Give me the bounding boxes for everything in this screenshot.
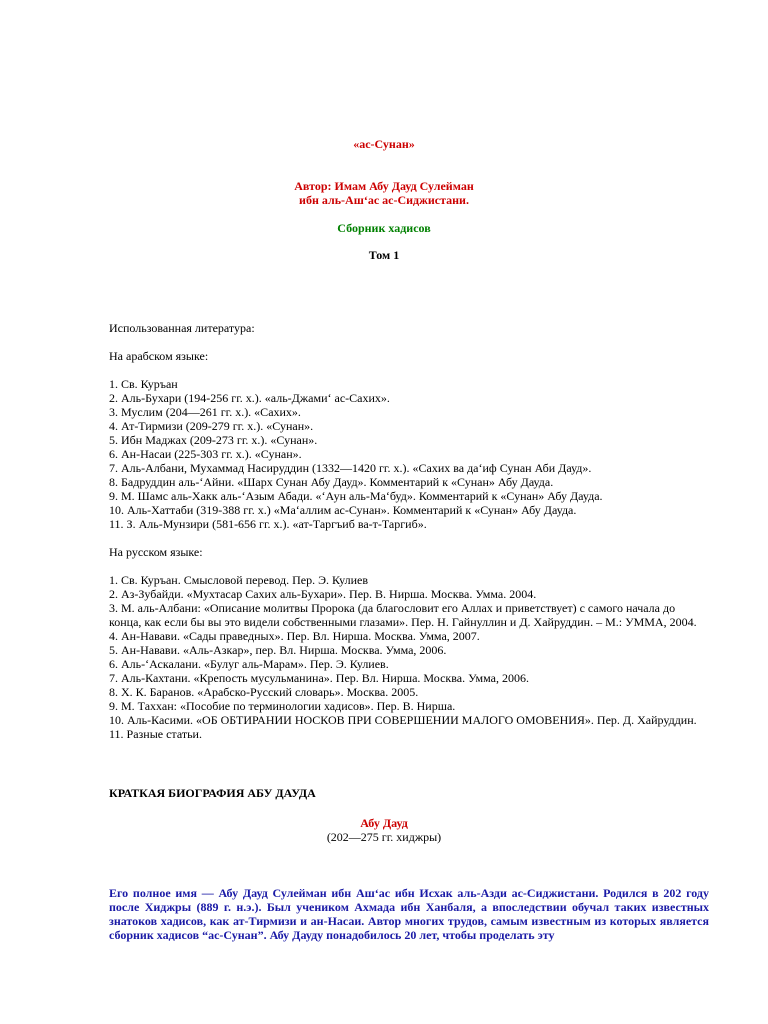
author-line-2: ибн аль-Аш‘ас ас-Сиджистани.	[299, 193, 469, 207]
book-title: «ас-Сунан»	[353, 137, 415, 151]
biography-heading: КРАТКАЯ БИОГРАФИЯ АБУ ДАУДА	[109, 786, 316, 800]
volume-label: Том 1	[368, 248, 400, 262]
list-item: 10. Аль-Касими. «ОБ ОБТИРАНИИ НОСКОВ ПРИ СОВЕРШЕНИИ МАЛОГО ОМОВЕНИЯ». Пер. Д. Хайруддин.	[109, 713, 697, 727]
list-item: 3. Муслим (204—261 гг. х.). «Сахих».	[109, 405, 301, 419]
list-item: 2. Аль-Бухари (194-256 гг. х.). «аль-Джами‘ ас-Сахих».	[109, 391, 390, 405]
biography-years: (202—275 гг. хиджры)	[326, 830, 442, 844]
list-item: 2. Аз-Зубайди. «Мухтасар Сахих аль-Бухари». Пер. В. Нирша. Москва. Умма. 2004.	[109, 587, 537, 601]
list-item: 4. Ат-Тирмизи (209-279 гг. х.). «Сунан».	[109, 419, 314, 433]
used-literature-heading: Использованная литература:	[109, 321, 255, 335]
list-item: 11. Разные статьи.	[109, 727, 202, 741]
list-item: 5. Ибн Маджах (209-273 гг. х.). «Сунан».	[109, 433, 318, 447]
arabic-literature-list	[109, 377, 709, 531]
list-item: 5. Ан-Навави. «Аль-Азкар», пер. Вл. Нирша. Москва. Умма, 2006.	[109, 643, 447, 657]
russian-literature-list	[109, 573, 709, 741]
list-item: 9. М. Таххан: «Пособие по терминологии хадисов». Пер. В. Нирша.	[109, 699, 456, 713]
list-item: 7. Аль-Кахтани. «Крепость мусульманина». Пер. Вл. Нирша. Москва. Умма, 2006.	[109, 671, 529, 685]
list-item: 4. Ан-Навави. «Сады праведных». Пер. Вл. Нирша. Москва. Умма, 2007.	[109, 629, 480, 643]
author-block	[0, 179, 768, 207]
list-item: 11. З. Аль-Мунзири (581-656 гг. х.). «ат-Таргъиб ва-т-Таргиб».	[109, 517, 427, 531]
list-item: 10. Аль-Хаттаби (319-388 гг. х.) «Ма‘аллим ас-Сунан». Комментарий к «Сунан» Абу Дауда.	[109, 503, 577, 517]
list-item: 7. Аль-Албани, Мухаммад Насируддин (1332—1420 гг. х.). «Сахих ва да‘иф Сунан Аби Дауд».	[109, 461, 592, 475]
biography-name: Абу Дауд	[360, 816, 408, 830]
list-item: 6. Аль-‘Аскалани. «Булуг аль-Марам». Пер. Э. Кулиев.	[109, 657, 389, 671]
list-item: 8. Х. К. Баранов. «Арабско-Русский словарь». Москва. 2005.	[109, 685, 419, 699]
book-subtitle: Сборник хадисов	[337, 221, 431, 235]
list-item: 1. Св. Куръан	[109, 377, 178, 391]
list-item: 1. Св. Куръан. Смысловой перевод. Пер. Э. Кулиев	[109, 573, 369, 587]
author-line-1: Автор: Имам Абу Дауд Сулейман	[294, 179, 474, 193]
arabic-literature-heading: На арабском языке:	[109, 349, 209, 363]
list-item: 6. Ан-Насаи (225-303 гг. х.). «Сунан».	[109, 447, 302, 461]
biography-paragraph: Его полное имя — Абу Дауд Сулейман ибн Аш‘ас ибн Исхак аль-Азди ас-Сиджистани. Родился в 202 году после Хиджры (889 г. н.э.). Был учеником Ахмада ибн Ханбаля, а впоследствии обучал таких известных знатоков хадисов, как ат-Тирмизи и ан-Насаи. Автор многих трудов, самым известным из которых является сборник хадисов “ас-Сунан”. Абу Дауду понадобилось 20 лет, чтобы проделать эту	[109, 886, 709, 942]
list-item: 9. М. Шамс аль-Хакк аль-‘Азым Абади. «‘Аун аль-Ма‘буд». Комментарий к «Сунан» Абу Дауда.	[109, 489, 603, 503]
list-item: 8. Бадруддин аль-‘Айни. «Шарх Сунан Абу Дауд». Комментарий к «Сунан» Абу Дауда.	[109, 475, 554, 489]
list-item: 3. М. аль-Албани: «Описание молитвы Пророка (да благословит его Аллах и приветствует) с самого начала до конца, как если бы вы это видели собственными глазами». Пер. Н. Гайнуллин и Д. Хайруддин. – М.: УММА, 2004.	[109, 601, 697, 629]
russian-literature-heading: На русском языке:	[109, 545, 203, 559]
